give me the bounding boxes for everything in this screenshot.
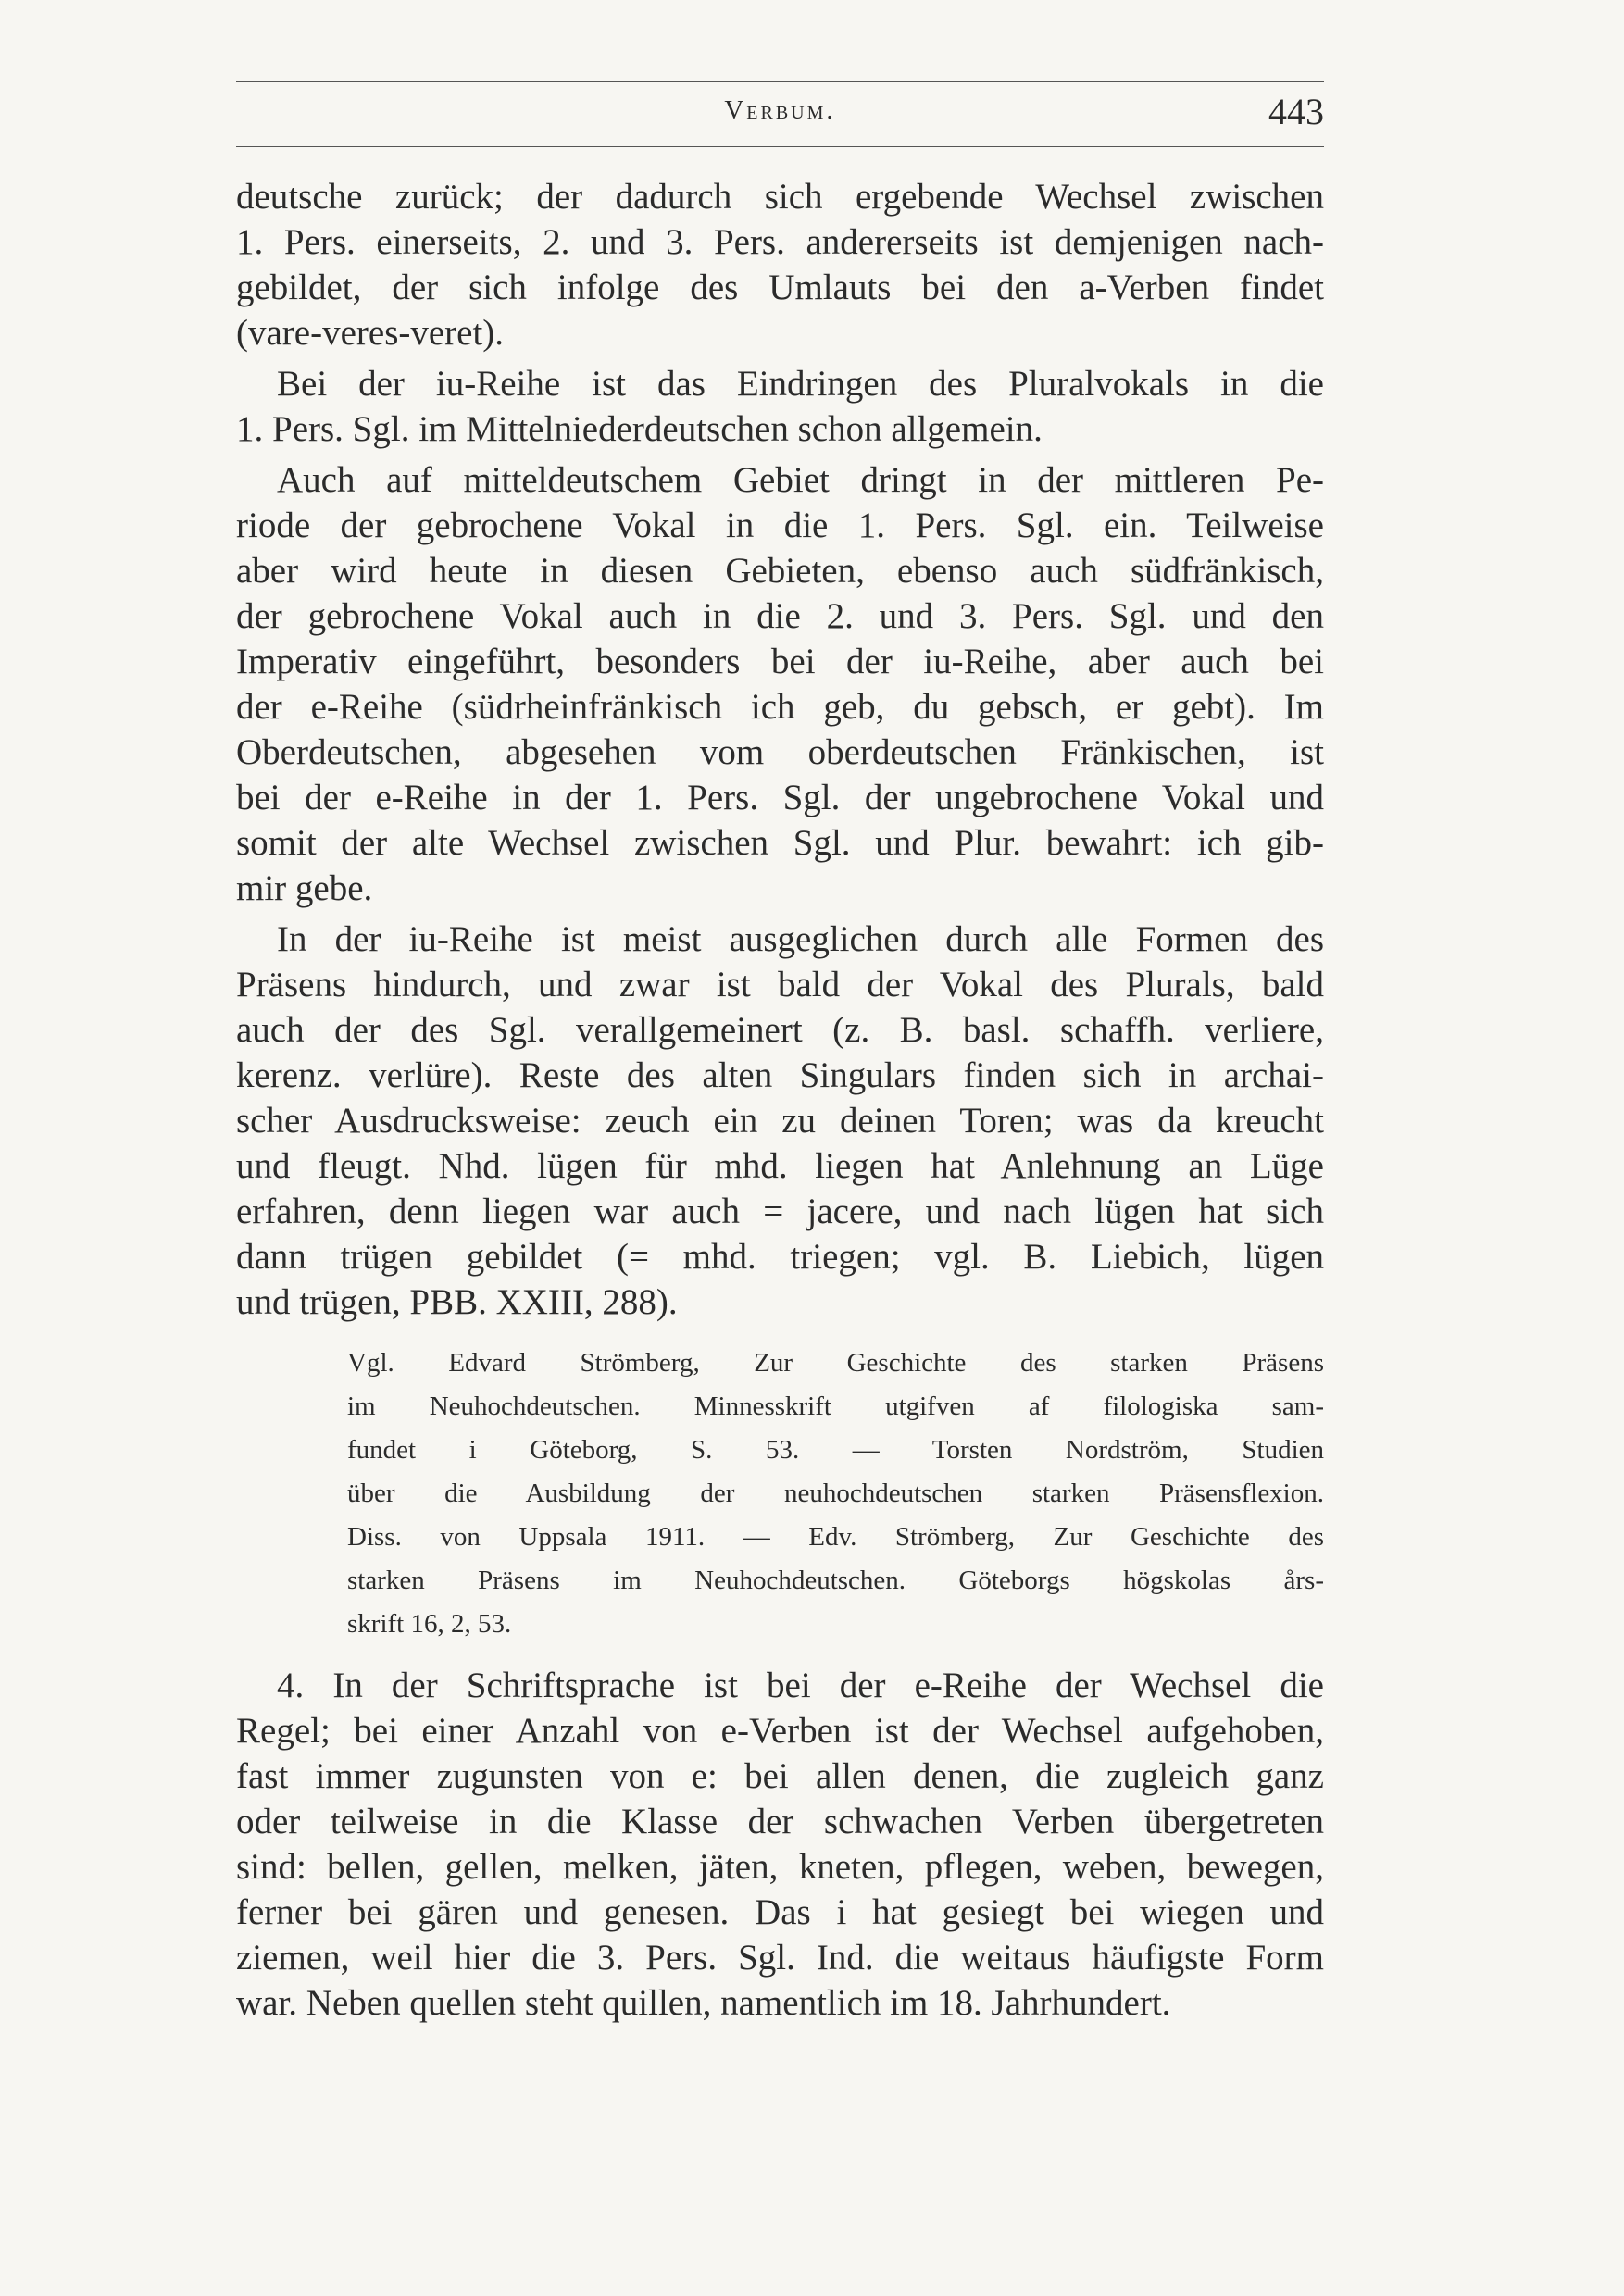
paragraph-2 bbox=[236, 361, 1324, 452]
text-line: und fleugt. Nhd. lügen für mhd. liegen hat Anlehnung an Lüge bbox=[236, 1146, 1324, 1186]
text-line: 4. In der Schriftsprache ist bei der e-Reihe der Wechsel die bbox=[277, 1666, 1324, 1705]
text-line: deutsche zurück; der dadurch sich ergebende Wechsel zwischen bbox=[236, 177, 1324, 217]
footnote-line: über die Ausbildung der neuhochdeutschen starken Präsensflexion. bbox=[347, 1479, 1324, 1508]
text-line: sind: bellen, gellen, melken, jäten, kneten, pflegen, weben, bewegen, bbox=[236, 1847, 1324, 1887]
footnote-line: Diss. von Uppsala 1911. — Edv. Strömberg, Zur Geschichte des bbox=[347, 1522, 1324, 1552]
text-line: oder teilweise in die Klasse der schwachen Verben übergetreten bbox=[236, 1802, 1324, 1841]
text-line: der e-Reihe (südrheinfränkisch ich geb, du gebsch, er gebt). Im bbox=[236, 687, 1324, 727]
paragraph-1 bbox=[236, 174, 1324, 356]
text-line: erfahren, denn liegen war auch = jacere, und nach lügen hat sich bbox=[236, 1192, 1324, 1231]
text-line: Regel; bei einer Anzahl von e-Verben ist der Wechsel aufgehoben, bbox=[236, 1711, 1324, 1751]
footnote-references bbox=[347, 1341, 1324, 1646]
body-text bbox=[236, 174, 1324, 2026]
text-line: 1. Pers. einerseits, 2. und 3. Pers. andererseits ist demjenigen nach- bbox=[236, 222, 1324, 262]
text-line: gebildet, der sich infolge des Umlauts bei den a-Verben findet bbox=[236, 268, 1324, 307]
footnote-line: skrift 16, 2, 53. bbox=[347, 1609, 512, 1639]
footnote-line: starken Präsens im Neuhochdeutschen. Göteborgs högskolas års- bbox=[347, 1566, 1324, 1595]
running-title: Verbum. bbox=[724, 95, 836, 125]
text-line: Imperativ eingeführt, besonders bei der iu-Reihe, aber auch bei bbox=[236, 642, 1324, 681]
header-top-rule bbox=[236, 81, 1324, 82]
paragraph-4 bbox=[236, 917, 1324, 1325]
text-line: Auch auf mitteldeutschem Gebiet dringt in der mittleren Pe- bbox=[277, 460, 1324, 500]
text-line: aber wird heute in diesen Gebieten, ebenso auch südfränkisch, bbox=[236, 551, 1324, 591]
text-line: Bei der iu-Reihe ist das Eindringen des Pluralvokals in die bbox=[277, 364, 1324, 404]
text-line: der gebrochene Vokal auch in die 2. und 3. Pers. Sgl. und den bbox=[236, 596, 1324, 636]
text-line: und trügen, PBB. XXIII, 288). bbox=[236, 1282, 678, 1322]
text-line: mir gebe. bbox=[236, 868, 373, 908]
section-4-paragraph bbox=[236, 1663, 1324, 2026]
paragraph-3 bbox=[236, 457, 1324, 911]
text-line: war. Neben quellen steht quillen, namentlich im 18. Jahrhundert. bbox=[236, 1983, 1171, 2023]
text-line: dann trügen gebildet (= mhd. triegen; vgl. B. Liebich, lügen bbox=[236, 1237, 1324, 1277]
footnote-line: fundet i Göteborg, S. 53. — Torsten Nordström, Studien bbox=[347, 1435, 1324, 1465]
text-line: riode der gebrochene Vokal in die 1. Pers. Sgl. ein. Teilweise bbox=[236, 505, 1324, 545]
text-line: Präsens hindurch, und zwar ist bald der Vokal des Plurals, bald bbox=[236, 965, 1324, 1004]
footnote-line: Vgl. Edvard Strömberg, Zur Geschichte des starken Präsens bbox=[347, 1348, 1324, 1378]
text-line: In der iu-Reihe ist meist ausgeglichen durch alle Formen des bbox=[277, 919, 1324, 959]
text-line: Oberdeutschen, abgesehen vom oberdeutschen Fränkischen, ist bbox=[236, 732, 1324, 772]
text-line: fast immer zugunsten von e: bei allen denen, die zugleich ganz bbox=[236, 1756, 1324, 1796]
footnote-line: im Neuhochdeutschen. Minnesskrift utgifven af filologiska sam- bbox=[347, 1391, 1324, 1421]
text-line: auch der des Sgl. verallgemeinert (z. B. basl. schaffh. verliere, bbox=[236, 1010, 1324, 1050]
text-line: ziemen, weil hier die 3. Pers. Sgl. Ind. die weitaus häufigste Form bbox=[236, 1938, 1324, 1978]
text-line: somit der alte Wechsel zwischen Sgl. und Plur. bewahrt: ich gib- bbox=[236, 823, 1324, 863]
text-line: 1. Pers. Sgl. im Mittelniederdeutschen schon allgemein. bbox=[236, 409, 1043, 449]
text-line: bei der e-Reihe in der 1. Pers. Sgl. der ungebrochene Vokal und bbox=[236, 778, 1324, 817]
text-line: (vare-veres-veret). bbox=[236, 313, 505, 353]
text-line: kerenz. verlüre). Reste des alten Singulars finden sich in archai- bbox=[236, 1055, 1324, 1095]
text-line: ferner bei gären und genesen. Das i hat gesiegt bei wiegen und bbox=[236, 1892, 1324, 1932]
header-bottom-rule bbox=[236, 146, 1324, 147]
page-number: 443 bbox=[1268, 91, 1324, 132]
text-line: scher Ausdrucksweise: zeuch ein zu deinen Toren; was da kreucht bbox=[236, 1101, 1324, 1141]
book-page bbox=[236, 0, 1324, 2296]
